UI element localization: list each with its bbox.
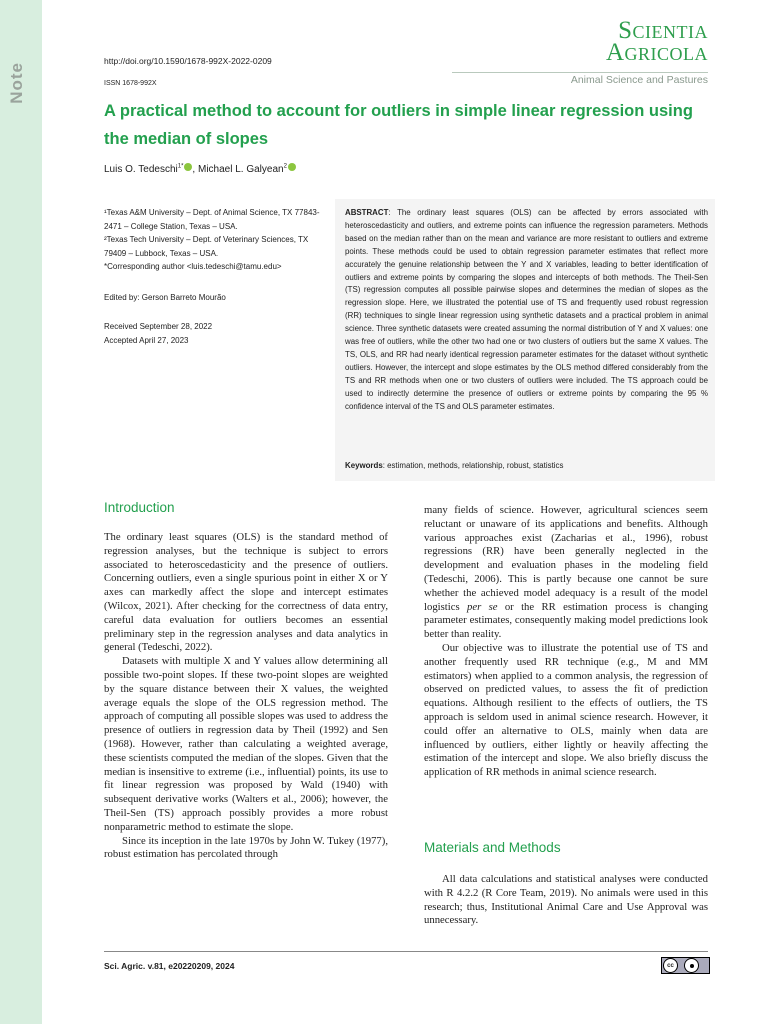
objective-paragraph: Our objective was to illustrate the potential use of TS and another frequently used RR technique (e.g., M and MM estimators) when applied to a common analysis, the regression of observed on predicted values, to assess the fit of prediction equations. Although resilient to the effects of outliers, the TS approach is seldom used in animal science research. However, it could offer an alternative to OLS, mainly when data are influenced by outliers, either lightly or heavily affecting the estimation of the intercept and slope. We also briefly discuss the application of RR methods in animal science research. <box>424 641 708 779</box>
cc-license-badge[interactable] <box>661 957 710 974</box>
affiliation-2: ²Texas Tech University – Dept. of Veterinary Sciences, TX 79409 – Lubbock, Texas – USA. <box>104 235 309 258</box>
journal-section: Animal Science and Pastures <box>570 74 708 86</box>
logo-line-2: Agricola <box>605 39 708 66</box>
methods-paragraph-1: All data calculations and statistical analyses were conducted with R 4.2.2 (R Core Team, 2019). No animals were used in this research; thus, Institutional Animal Care and Use Approval was unnecessary. <box>424 873 708 927</box>
note-label: Note <box>7 62 26 104</box>
edited-by: Edited by: Gerson Barreto Mourão <box>104 293 226 302</box>
abstract <box>345 207 708 414</box>
author-2[interactable]: Michael L. Galyean <box>197 164 284 175</box>
methods-heading: Materials and Methods <box>424 840 561 855</box>
received-date: Received September 28, 2022 <box>104 322 213 331</box>
footer-citation: Sci. Agric. v.81, e20220209, 2024 <box>104 961 235 971</box>
author-2-sup: 2 <box>283 163 287 170</box>
article-title: A practical method to account for outliers in simple linear regression using the median of slopes <box>104 102 693 148</box>
orcid-icon[interactable] <box>288 163 296 171</box>
author-1[interactable]: Luis O. Tedeschi <box>104 164 178 175</box>
doi-link[interactable]: http://doi.org/10.1590/1678-992X-2022-0209 <box>104 56 272 66</box>
methods-column <box>424 873 708 928</box>
intro-paragraph-3: Since its inception in the late 1970s by John W. Tukey (1977), robust estimation has percolated through <box>104 834 388 861</box>
footer-divider <box>104 951 708 952</box>
author-1-sup: 1* <box>177 163 184 170</box>
cc-icon: cc <box>663 958 678 973</box>
right-column <box>424 504 708 780</box>
side-banner <box>0 0 42 1024</box>
keywords <box>345 461 708 470</box>
intro-paragraph-2: Datasets with multiple X and Y values allow determining all possible two-point slopes. If these two-point slopes are weighted by the square distance between their X values, the weighted average equals the slope of the OLS regression method. The approach of computing all possible slopes was used to address the presence of outliers in regression data by Theil (1992) and Sen (1968). However, rather than calculating a weighted average, these scientists computed the median of the slopes. Given that the median is insensitive to extreme (i.e., influential) points, its use to fit linear regression was proposed by Wald (1940) with subsequent derivative works (Walters et al., 2006); however, the Theil-Sen (TS) approach possibly provides a more robust nonparametric method to estimate the slope. <box>104 655 388 833</box>
introduction-heading: Introduction <box>104 500 175 515</box>
author-separator: , <box>192 164 198 175</box>
author-list <box>104 163 296 175</box>
keywords-text: : estimation, methods, relationship, robust, statistics <box>382 461 564 470</box>
intro-paragraph-1: The ordinary least squares (OLS) is the standard method of regression analyses, but the technique is subject to errors associated to heteroscedasticity and the presence of outliers. Concerning outliers, even a single spurious point in either X or Y axes can markedly affect the slope and intercept estimates (Wilcox, 2021). After checking for the correctness of data entry, careful data evaluation for outliers becomes an essential preliminary step in the regression analyses and data analytics in general (Tedeschi, 2022). <box>104 531 388 654</box>
intro-paragraph-4 <box>424 504 708 642</box>
intro-paragraph-4-a: many fields of science. However, agricultural sciences seem reluctant or unaware of its applications and benefits. Although various approaches exist (Zacharias et al., 1996), robust regressions (RR) have been generally neglected in the development and evaluation phases in the modeling field (Tedeschi, 2006). This is partly because one cannot be sure whether the achieved model adequacy is a result of the model logistics <box>424 504 708 613</box>
header-divider <box>452 72 708 73</box>
issn: ISSN 1678-992X <box>104 80 157 87</box>
by-icon <box>684 958 699 973</box>
corresponding-author: *Corresponding author <luis.tedeschi@tamu.edu> <box>104 262 282 271</box>
publication-dates <box>104 320 212 348</box>
keywords-label: Keywords <box>345 461 383 470</box>
left-column <box>104 531 388 862</box>
affiliations <box>104 206 329 274</box>
abstract-label: ABSTRACT <box>345 208 389 217</box>
intro-paragraph-4-em: per se <box>466 600 498 613</box>
affiliation-1: ¹Texas A&M University – Dept. of Animal Science, TX 77843-2471 – College Station, Texas – USA. <box>104 208 320 231</box>
journal-logo <box>605 17 708 66</box>
accepted-date: Accepted April 27, 2023 <box>104 336 189 345</box>
logo-line-1: Scientia <box>618 17 708 44</box>
intro-paragraph-4-b: or the RR estimation process is changing parameter estimates, consequently making model predictions look better than reality. <box>424 600 708 641</box>
abstract-text: : The ordinary least squares (OLS) can be affected by errors associated with heteroscedasticity and outliers, and extreme points can influence the regression parameters. Methods based on the median rather than on the mean and variance are more resistant to outliers and extreme points. These methods could be used to obtain regression parameter estimates that reflect more accurately the genuine relationship between the Y and X variables, leading to better identification of outliers and extreme points by comparing the slopes and intercepts of both methods. The Theil-Sen (TS) regression computes all possible pairwise slopes and determines the median of slopes as the regression slope. Here, we illustrated the potential use of TS and frequently used robust regression (RR) techniques to single linear regression using synthetic datasets and a practical problem in animal science. Three synthetic datasets were created assuming the normal distribution of Y and X values: one was free of outliers, while the other two had one or two clusters of outliers but the same X values. The TS, OLS, and RR had nearly identical regression parameter estimates for the dataset without synthetic outliers. However, the intercept and slope estimates by the OLS method differed considerably from the TS and RR methods when one or two clusters of outliers were included. The TS approach could be used to indirectly determine the presence of outliers or extreme points by comparing the 95 % confidence interval of the TS and OLS parameter estimates. <box>345 208 708 411</box>
